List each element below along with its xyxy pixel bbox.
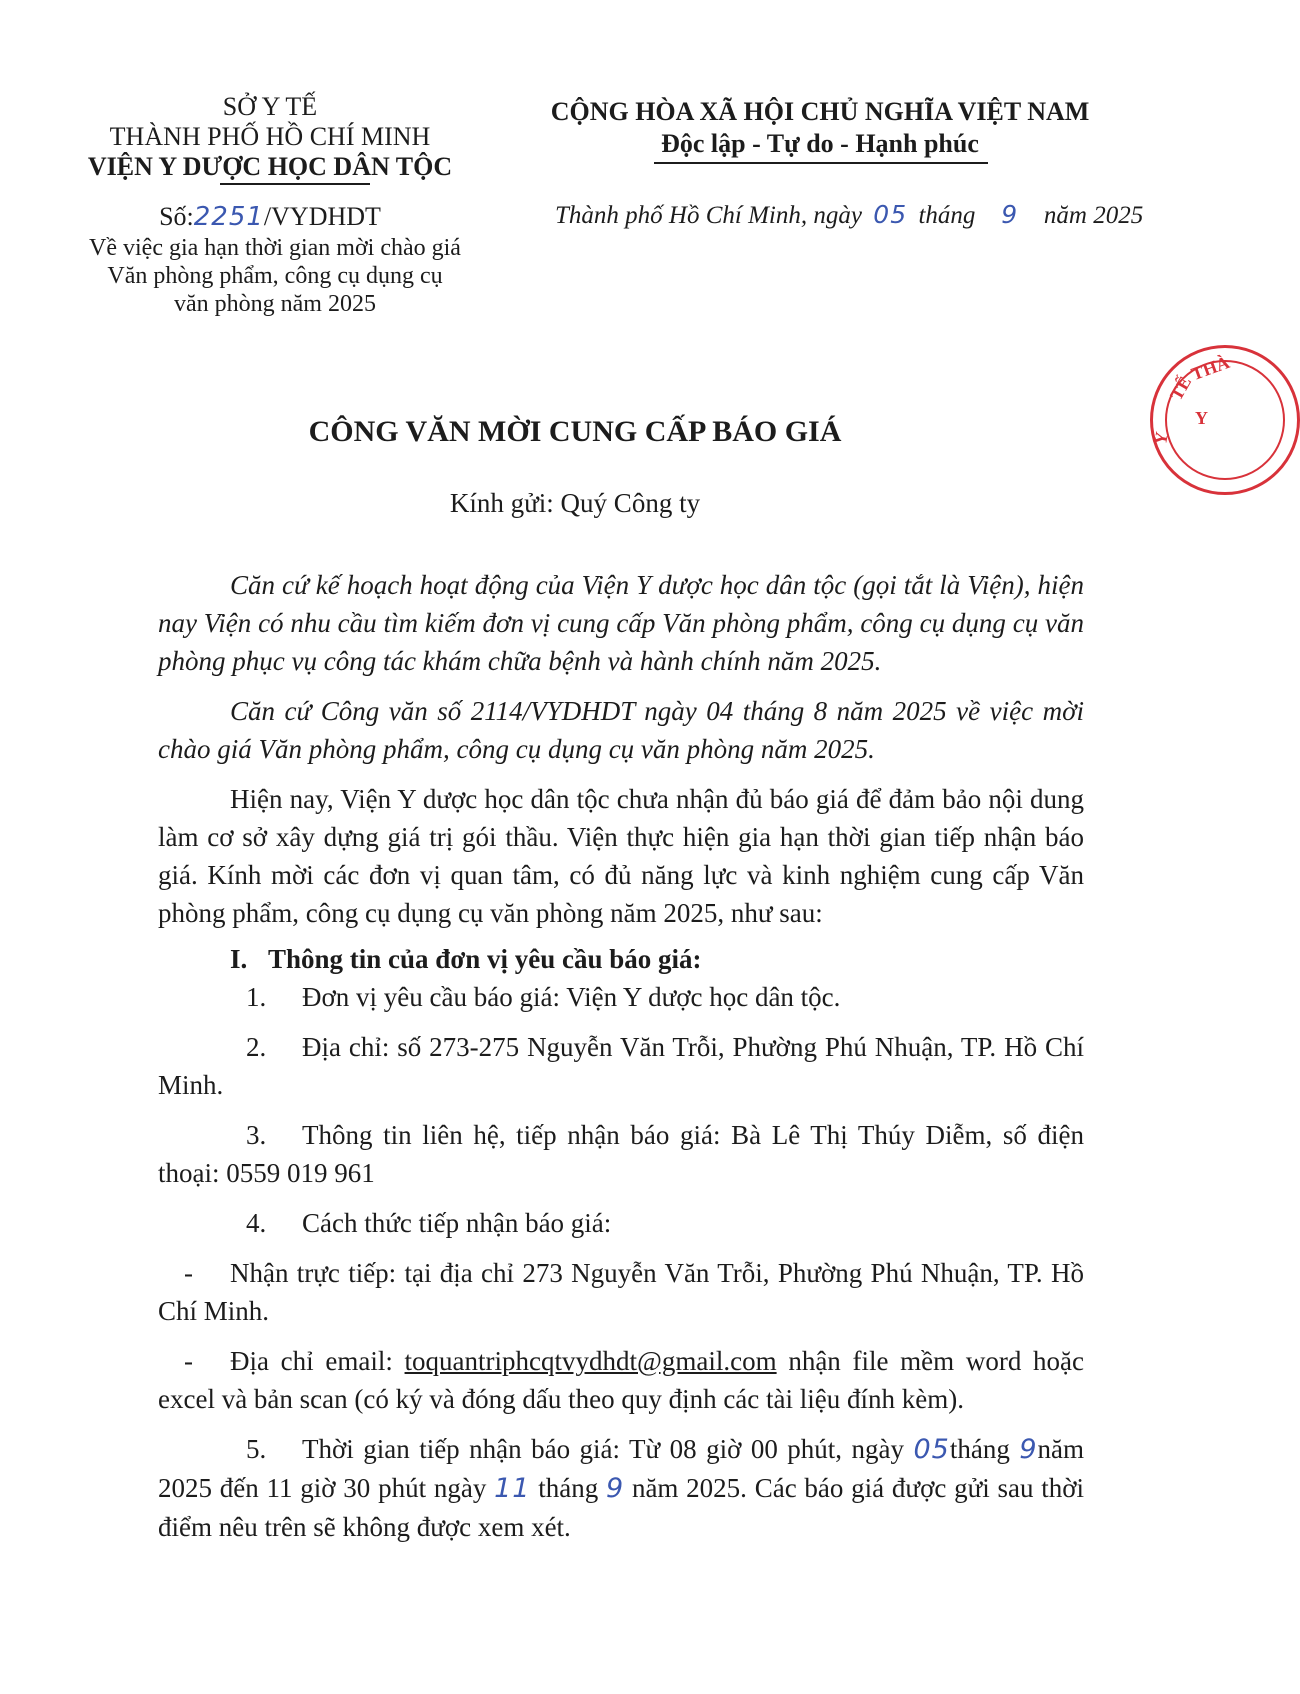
header-right	[535, 96, 1105, 160]
item-5-handwritten-day-2: 11	[494, 1473, 531, 1504]
item-4-number: 4.	[246, 1208, 267, 1238]
number-suffix: /VYDHDT	[263, 202, 381, 231]
item-5-text-c: năm 2025 đến 11 giờ 30 phút ngày	[158, 1434, 1084, 1503]
paragraph-intro: Hiện nay, Viện Y dược học dân tộc chưa nhận đủ báo giá để đảm bảo nội dung làm cơ sở xây dựng giá trị gói thầu. Viện thực hiện gia hạn thời gian tiếp nhận báo giá. Kính mời các đơn vị quan tâm, có đủ năng lực và kinh nghiệm cung cấp Văn phòng phẩm, công cụ dụng cụ văn phòng năm 2025, như sau:	[158, 784, 1084, 928]
email-label: Địa chỉ email:	[230, 1346, 393, 1376]
seal-text-3: Y	[1150, 430, 1172, 447]
seal-text-4: Y	[1195, 408, 1208, 428]
item-1	[158, 978, 1084, 1016]
paragraph-basis-1: Căn cứ kế hoạch hoạt động của Viện Y dược học dân tộc (gọi tắt là Viện), hiện nay Viện có nhu cầu tìm kiếm đơn vị cung cấp Văn phòng phẩm, công cụ dụng cụ văn phòng phục vụ công tác khám chữa bệnh và hành chính năm 2025.	[158, 570, 1084, 676]
dash-marker-2: -	[184, 1346, 193, 1376]
item-4-text: Cách thức tiếp nhận báo giá:	[302, 1208, 612, 1238]
institute-underline	[220, 183, 370, 185]
date-line	[555, 198, 1175, 233]
item-1-number: 1.	[246, 982, 267, 1012]
document-number	[80, 200, 460, 234]
handwritten-number: 2251	[193, 202, 264, 232]
greeting: Kính gửi: Quý Công ty	[449, 488, 701, 518]
official-seal	[1150, 345, 1300, 495]
item-5-text-d: tháng	[538, 1473, 599, 1503]
item-3-text: Thông tin liên hệ, tiếp nhận báo giá: Bà Lê Thị Thúy Diễm, số điện thoại: 0559 019 961	[158, 1120, 1084, 1188]
document-title: CÔNG VĂN MỜI CUNG CẤP BÁO GIÁ	[308, 415, 842, 448]
item-5-handwritten-month: 9	[1019, 1434, 1038, 1465]
item-5-handwritten-month-2: 9	[605, 1473, 625, 1504]
dash-item-direct	[158, 1254, 1084, 1330]
item-5-text-e: năm 2025. Các báo giá được gửi sau thời điểm nêu trên sẽ không được xem xét.	[158, 1473, 1085, 1542]
header-left	[80, 92, 460, 182]
item-3-number: 3.	[246, 1120, 267, 1150]
document-body	[158, 566, 1084, 1546]
institute-name: VIỆN Y DƯỢC HỌC DÂN TỘC	[87, 152, 453, 181]
subject-line-1: Về việc gia hạn thời gian mời chào giá	[89, 235, 461, 261]
item-2-text: Địa chỉ: số 273-275 Nguyễn Văn Trỗi, Phường Phú Nhuận, TP. Hồ Chí Minh.	[158, 1032, 1084, 1100]
country-name: CỘNG HÒA XÃ HỘI CHỦ NGHĨA VIỆT NAM	[550, 97, 1090, 126]
item-3	[158, 1116, 1084, 1192]
number-label: Số:	[159, 202, 194, 231]
paragraph-basis-2: Căn cứ Công văn số 2114/VYDHDT ngày 04 tháng 8 năm 2025 về việc mời chào giá Văn phòng phẩm, công cụ dụng cụ văn phòng năm 2025.	[158, 696, 1084, 764]
dash-marker-1: -	[184, 1258, 193, 1288]
item-2	[158, 1028, 1084, 1104]
year-label: năm 2025	[1043, 202, 1144, 229]
motto: Độc lập - Tự do - Hạnh phúc	[661, 129, 979, 158]
email-description: nhận file mềm word hoặc excel và bản scan (có ký và đóng dấu theo quy định các tài liệu đính kèm).	[158, 1346, 1085, 1414]
motto-underline	[654, 162, 988, 164]
subject-line-2: Văn phòng phẩm, công cụ dụng cụ	[107, 263, 443, 289]
subject-line-3: văn phòng năm 2025	[174, 291, 376, 317]
dash-item-email	[158, 1342, 1084, 1418]
item-4	[158, 1204, 1084, 1242]
section-1-title: Thông tin của đơn vị yêu cầu báo giá:	[268, 944, 702, 974]
item-5-number: 5.	[246, 1434, 267, 1464]
section-1-number: I.	[230, 944, 248, 974]
handwritten-month: 9	[1001, 200, 1019, 229]
city-name: THÀNH PHỐ HỒ CHÍ MINH	[109, 122, 431, 151]
item-1-text: Đơn vị yêu cầu báo giá: Viện Y dược học dân tộc.	[302, 982, 841, 1012]
item-2-number: 2.	[246, 1032, 267, 1062]
item-5-text-b: tháng	[949, 1434, 1010, 1464]
item-5	[158, 1430, 1084, 1546]
date-prefix: Thành phố Hồ Chí Minh, ngày	[555, 202, 862, 229]
section-1-heading	[158, 940, 1084, 978]
document-subject	[80, 234, 470, 318]
item-5-handwritten-day: 05	[913, 1434, 950, 1465]
seal-text-2: THÀ	[1188, 351, 1233, 385]
email-link[interactable]: toquantriphcqtvydhdt@gmail.com	[404, 1346, 777, 1376]
seal-text-1: TẾ	[1165, 372, 1196, 404]
item-5-text-a: Thời gian tiếp nhận báo giá: Từ 08 giờ 00 phút, ngày	[302, 1434, 905, 1464]
month-label: tháng	[918, 202, 976, 229]
handwritten-day: 05	[873, 200, 908, 229]
ministry-name: SỞ Y TẾ	[222, 92, 318, 121]
dash-item-direct-text: Nhận trực tiếp: tại địa chỉ 273 Nguyễn Văn Trỗi, Phường Phú Nhuận, TP. Hồ Chí Minh.	[158, 1258, 1084, 1326]
